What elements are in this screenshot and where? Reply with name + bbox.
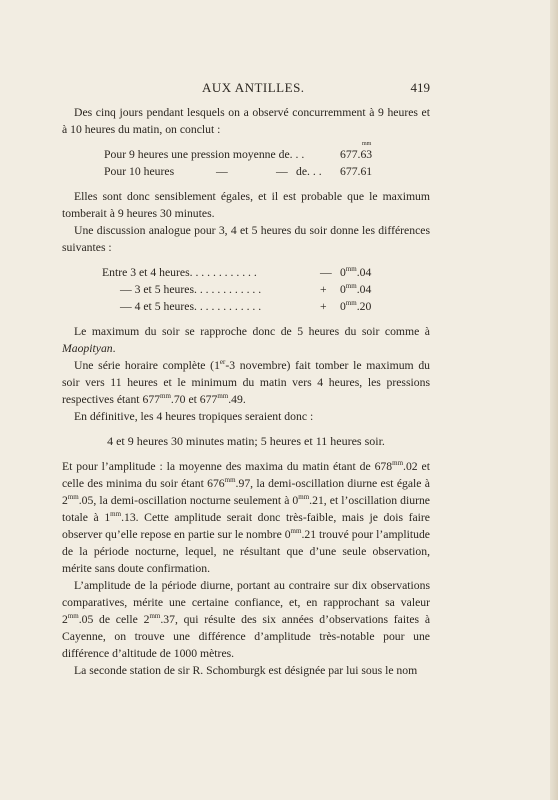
page-number: 419 [410,80,430,95]
difference-label: — 3 et 5 heures. . . . . . . . . . . . [120,283,262,296]
place-name: Maopityan [62,342,113,355]
paragraph: En définitive, les 4 heures tropiques seraient donc : [74,410,314,423]
page-header [62,80,430,98]
pressure-row [62,146,430,163]
difference-row [62,281,430,298]
difference-value: $0^{mm}.20$ [340,299,372,313]
difference-label: Entre 3 et 4 heures. . . . . . . . . . . . [102,266,257,279]
page-body [62,104,430,679]
pressure-value: 677.63 [340,148,373,161]
pressure-label-tail: de. . . [296,165,322,178]
difference-row [62,264,430,281]
paragraph: L’amplitude de la période diurne, portant au contraire sur dix observations comparatives, mérite une certaine confiance, et, en rapprochant sa valeur $2^{mm}.05$ de celle $2^{mm}.37$, qui résulte des six années d’observations faites à Cayenne, on trouve une différence d’amplitude très-notable pour une différence d’altitude de 1000 mètres. [62,579,431,660]
paragraph: Une série horaire complète (1er-3 novembre) fait tomber le maximum du soir vers 11 heures et le minimum du matin vers 4 heures, les pressions respectives étant $677^{mm}.70$ et $677^{mm}.49$. [62,358,431,406]
difference-sign: — [320,266,332,279]
difference-value: $0^{mm}.04$ [340,265,372,279]
pressure-row [62,163,430,180]
paragraph-amplitude: Et pour l’amplitude : la moyenne des maxima du matin étant de $678^{mm}.02$ et celle des minima du soir étant $676^{mm}.97$, la demi-oscillation diurne est égale à $2^{mm}.05$, la demi-oscillation nocturne seulement à $0^{mm}.21$, et l’oscillation diurne totale à $1^{mm}.13$. Cette amplitude serait donc très-faible, mais je dois faire observer qu’elle repose en partie sur le nombre $0^{mm}.21$ trouvé pour l’amplitude de la période nocturne, lequel, ne résultant que d’une seule observation, mérite sans doute confirmation. [62,459,430,575]
difference-value: $0^{mm}.04$ [340,282,372,296]
ditto-dash: — [216,165,228,178]
difference-sign: + [320,283,327,296]
summary-line: 4 et 9 heures 30 minutes matin; 5 heures et 11 heures soir. [107,434,385,448]
difference-row [62,298,430,315]
pressure-label: Pour 10 heures [104,165,175,178]
difference-label: — 4 et 5 heures. . . . . . . . . . . . [120,300,262,313]
paragraph: La seconde station de sir R. Schomburgk est désignée par lui sous le nom [74,664,418,677]
pressure-value: 677.61 [340,165,373,178]
paragraph-intro: Des cinq jours pendant lesquels on a observé concurremment à 9 heures et à 10 heures du matin, on conclut : [62,106,430,136]
paragraph: Elles sont donc sensiblement égales, et il est probable que le maximum tomberait à 9 heures 30 minutes. [62,190,430,220]
unit-mark: mm [362,141,372,147]
difference-sign: + [320,300,327,313]
paragraph: Le maximum du soir se rapproche donc de 5 heures du soir comme à Maopityan. [62,325,430,355]
page-edge [550,0,558,800]
running-title: AUX ANTILLES. [202,80,305,95]
pressure-label: Pour 9 heures une pression moyenne de. . . [104,148,305,161]
ditto-dash: — [276,165,288,178]
paragraph: Une discussion analogue pour 3, 4 et 5 heures du soir donne les différences suivantes : [62,224,430,254]
